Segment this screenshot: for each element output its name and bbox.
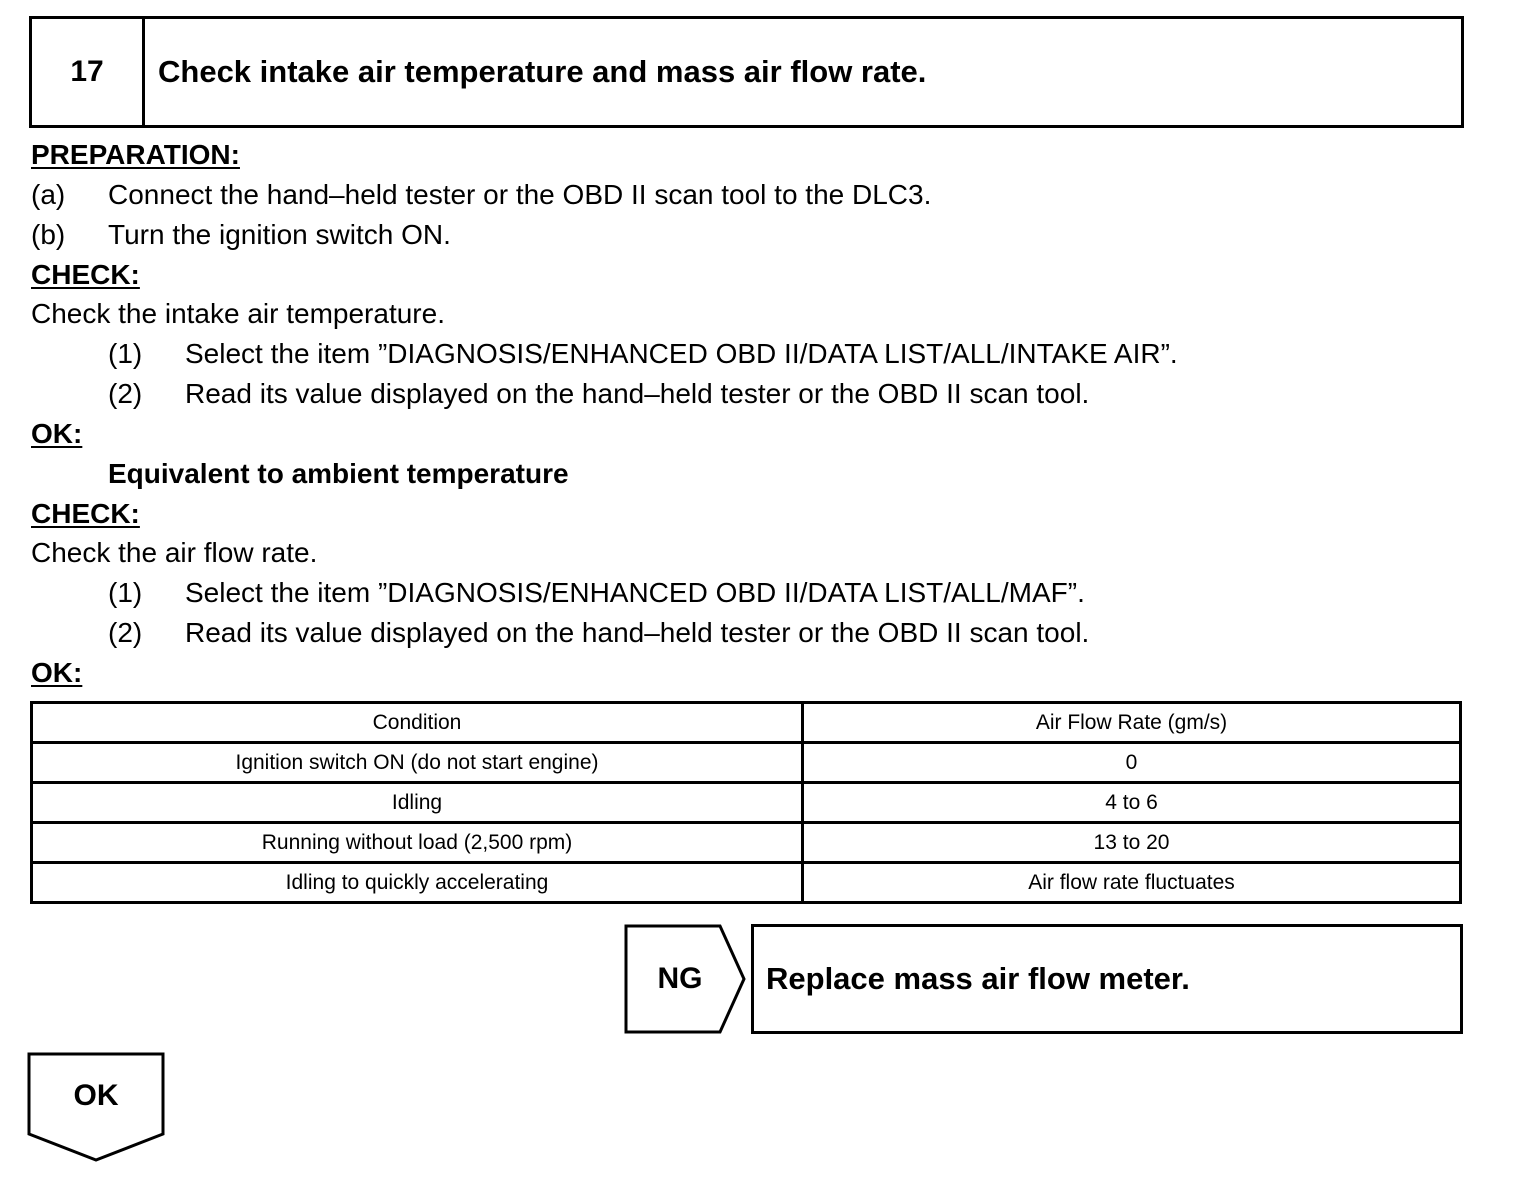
- ok1-heading: OK:: [31, 418, 83, 449]
- ng-label: NG: [657, 962, 703, 995]
- check2-intro: Check the air flow rate.: [31, 537, 318, 568]
- check1-marker-1: (1): [108, 338, 143, 369]
- prep-text-b: Turn the ignition switch ON.: [108, 219, 451, 250]
- table-row: [32, 783, 1461, 823]
- table-header-condition: Condition: [32, 703, 803, 743]
- check1-text-1: Select the item ”DIAGNOSIS/ENHANCED OBD II/DATA LIST/ALL/INTAKE AIR”.: [185, 338, 1178, 369]
- check1-marker-2: (2): [108, 378, 143, 409]
- table-cell-condition: Idling: [32, 783, 803, 823]
- table-header-row: [32, 703, 1461, 743]
- table-row: [32, 743, 1461, 783]
- air-flow-spec-table: [30, 701, 1462, 904]
- check1-heading: CHECK:: [31, 259, 140, 290]
- ok2-heading: OK:: [31, 657, 83, 688]
- table-cell-air-flow-rate: 4 to 6: [803, 783, 1461, 823]
- step-number: 17: [32, 19, 145, 125]
- check2-text-1: Select the item ”DIAGNOSIS/ENHANCED OBD II/DATA LIST/ALL/MAF”.: [185, 577, 1085, 608]
- table-cell-air-flow-rate: 0: [803, 743, 1461, 783]
- check2-heading: CHECK:: [31, 498, 140, 529]
- check2-marker-1: (1): [108, 577, 143, 608]
- table-cell-condition: Ignition switch ON (do not start engine): [32, 743, 803, 783]
- table-cell-air-flow-rate: Air flow rate fluctuates: [803, 863, 1461, 903]
- table-row: [32, 863, 1461, 903]
- prep-marker-a: (a): [31, 179, 66, 210]
- table-cell-air-flow-rate: 13 to 20: [803, 823, 1461, 863]
- check2-marker-2: (2): [108, 617, 143, 648]
- table-cell-condition: Idling to quickly accelerating: [32, 863, 803, 903]
- ok-label: OK: [73, 1079, 119, 1112]
- check1-text-2: Read its value displayed on the hand–held tester or the OBD II scan tool.: [185, 378, 1090, 409]
- check1-intro: Check the intake air temperature.: [31, 298, 445, 329]
- table-row: [32, 823, 1461, 863]
- step-header: [29, 16, 1464, 128]
- step-title: Check intake air temperature and mass air flow rate.: [158, 54, 927, 89]
- prep-marker-b: (b): [31, 219, 66, 250]
- table-header-air-flow-rate: Air Flow Rate (gm/s): [803, 703, 1461, 743]
- check2-text-2: Read its value displayed on the hand–held tester or the OBD II scan tool.: [185, 617, 1090, 648]
- table-cell-condition: Running without load (2,500 rpm): [32, 823, 803, 863]
- preparation-heading: PREPARATION:: [31, 139, 240, 170]
- ng-action-text: Replace mass air flow meter.: [766, 961, 1190, 996]
- prep-text-a: Connect the hand–held tester or the OBD II scan tool to the DLC3.: [108, 179, 932, 210]
- ok1-value: Equivalent to ambient temperature: [108, 458, 569, 489]
